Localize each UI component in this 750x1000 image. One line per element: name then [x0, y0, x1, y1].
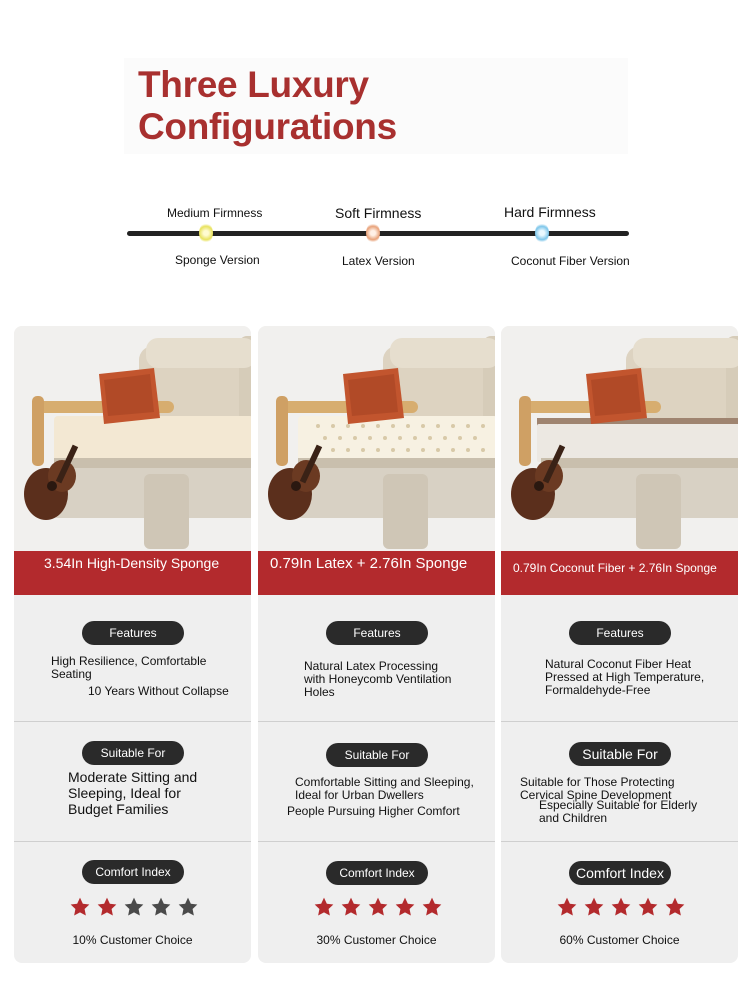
title-block: [124, 58, 628, 154]
comfort-index-pill: Comfort Index: [569, 861, 671, 885]
star-filled-icon: [583, 896, 605, 918]
star-filled-icon: [637, 896, 659, 918]
suitable-text-1: Moderate Sitting and Sleeping, Ideal for Budget Families: [68, 769, 198, 817]
config-banner: 3.54In High-Density Sponge: [14, 551, 251, 595]
firmness-label-hard: Hard Firmness: [504, 204, 596, 220]
star-filled-icon: [610, 896, 632, 918]
feature-text-2: 10 Years Without Collapse: [88, 684, 229, 698]
title-line-1: Three Luxury: [138, 64, 369, 105]
config-card-sponge: [14, 326, 251, 963]
features-pill: Features: [326, 621, 428, 645]
version-label-coconut: Coconut Fiber Version: [511, 254, 630, 268]
comfort-index-pill: Comfort Index: [326, 861, 428, 885]
comfort-index-pill: Comfort Index: [82, 860, 184, 884]
suitable-for-pill: Suitable For: [82, 741, 184, 765]
suitable-text-2: Especially Suitable for Elderly and Children: [539, 798, 698, 825]
rating-stars: [556, 896, 686, 918]
feature-text-1: Natural Coconut Fiber Heat Pressed at High Temperature, Formaldehyde-Free: [545, 657, 705, 697]
config-card-latex: [258, 326, 495, 963]
star-filled-icon: [664, 896, 686, 918]
features-pill: Features: [82, 621, 184, 645]
version-label-latex: Latex Version: [342, 254, 415, 268]
firmness-label-soft: Soft Firmness: [335, 205, 422, 221]
customer-choice: 60% Customer Choice: [559, 933, 680, 947]
star-filled-icon: [340, 896, 362, 918]
section-divider: [501, 841, 738, 842]
section-divider: [14, 841, 251, 842]
page-title: [138, 64, 397, 148]
sofa-photo: [258, 326, 495, 551]
suitable-for-pill: Suitable For: [569, 742, 671, 766]
suitable-for-pill: Suitable For: [326, 743, 428, 767]
customer-choice: 30% Customer Choice: [316, 933, 437, 947]
section-divider: [14, 721, 251, 722]
version-label-sponge: Sponge Version: [175, 253, 260, 267]
star-filled-icon: [421, 896, 443, 918]
config-banner: 0.79In Coconut Fiber + 2.76In Sponge: [501, 551, 738, 595]
customer-choice: 10% Customer Choice: [72, 933, 193, 947]
star-filled-icon: [96, 896, 118, 918]
suitable-text-1: Comfortable Sitting and Sleeping, Ideal for Urban Dwellers: [295, 775, 474, 802]
firmness-label-medium: Medium Firmness: [167, 206, 263, 220]
rating-stars: [69, 896, 199, 918]
firmness-dot-coconut: [535, 223, 549, 243]
sofa-photo: [14, 326, 251, 551]
star-filled-icon: [313, 896, 335, 918]
star-filled-icon: [367, 896, 389, 918]
features-pill: Features: [569, 621, 671, 645]
suitable-text-1: Suitable for Those Protecting Cervical Spine Development: [520, 775, 675, 802]
title-line-2: Configurations: [138, 106, 397, 147]
section-divider: [258, 721, 495, 722]
config-banner: 0.79In Latex + 2.76In Sponge: [258, 551, 495, 595]
section-divider: [258, 841, 495, 842]
firmness-dot-sponge: [199, 223, 213, 243]
feature-text-1: Natural Latex Processing with Honeycomb Ventilation Holes: [304, 659, 452, 699]
feature-text-1: High Resilience, Comfortable Seating: [51, 654, 207, 681]
sofa-photo: [501, 326, 738, 551]
star-empty-icon: [177, 896, 199, 918]
star-filled-icon: [394, 896, 416, 918]
config-card-coconut: [501, 326, 738, 963]
rating-stars: [313, 896, 443, 918]
suitable-text-2: People Pursuing Higher Comfort: [287, 804, 460, 818]
star-filled-icon: [69, 896, 91, 918]
star-filled-icon: [556, 896, 578, 918]
firmness-dot-latex: [366, 223, 380, 243]
star-empty-icon: [123, 896, 145, 918]
star-empty-icon: [150, 896, 172, 918]
firmness-scale: [127, 196, 629, 272]
section-divider: [501, 721, 738, 722]
